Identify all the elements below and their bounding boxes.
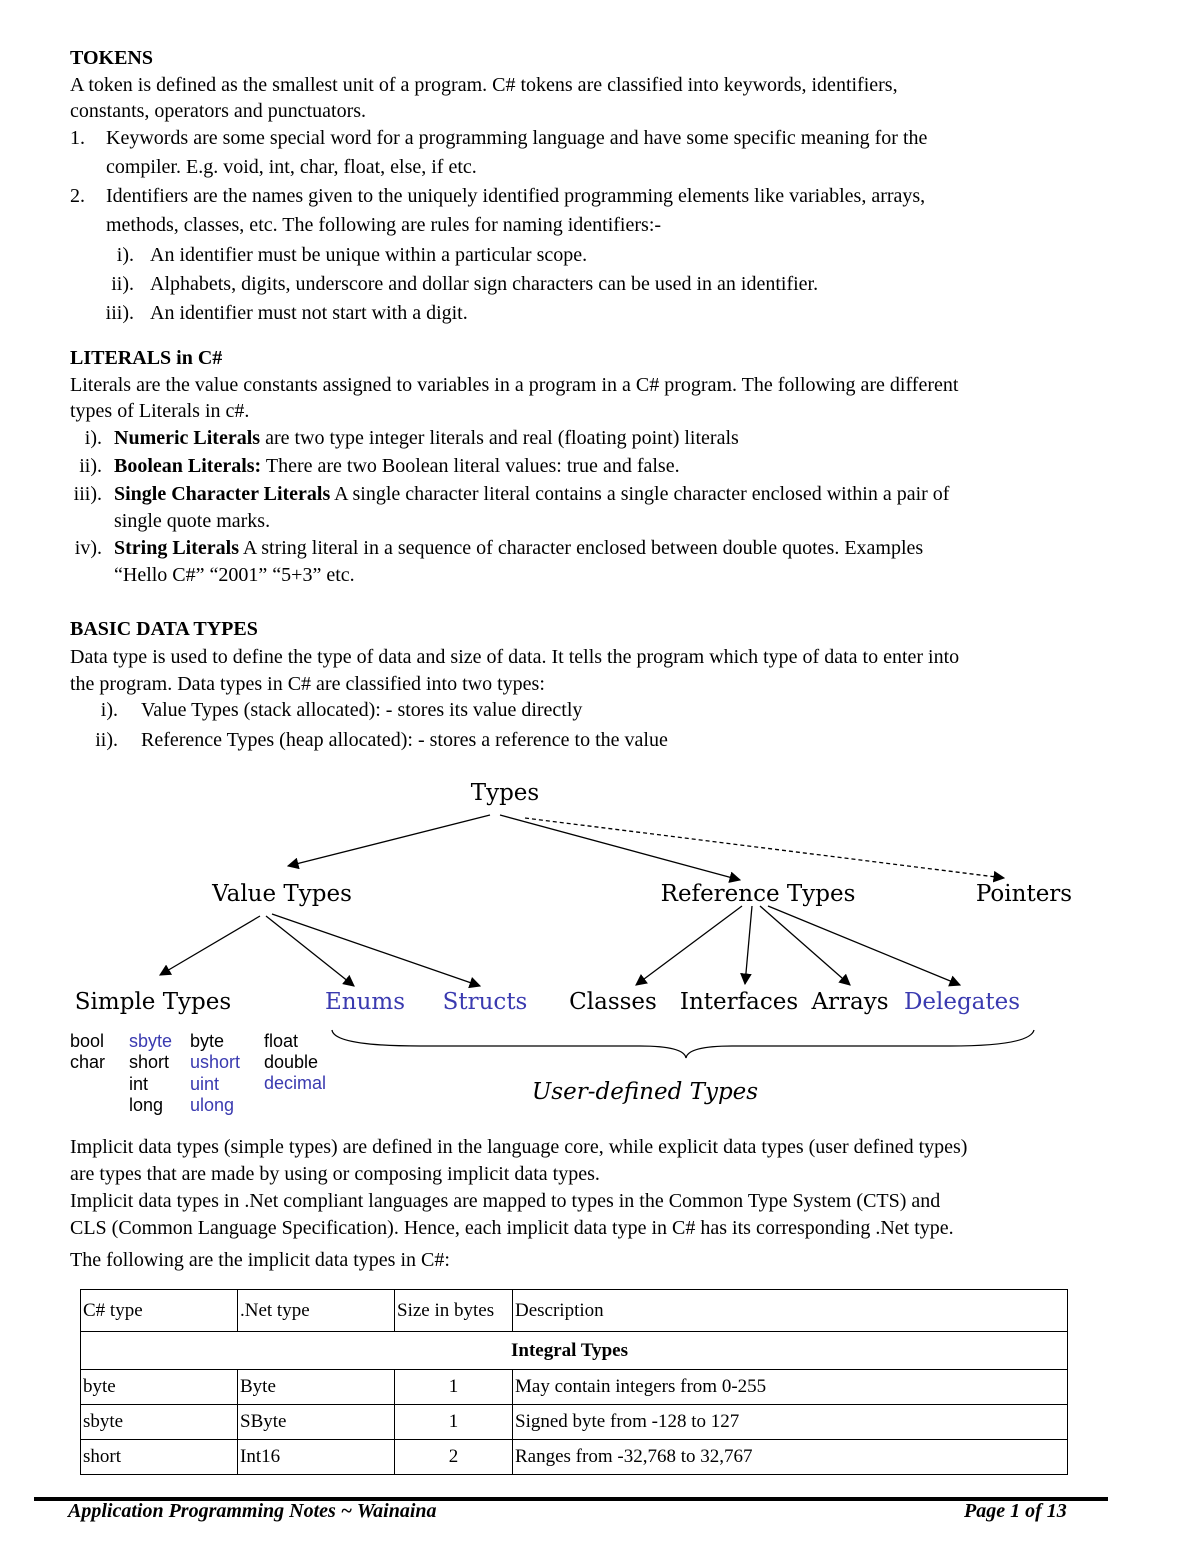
rule-text: An identifier must be unique within a particular scope.	[150, 244, 588, 266]
literal-item: Single Character Literals A single character literal contains a single character enclosed within a pair of	[114, 483, 950, 505]
type-sbyte: sbyte	[129, 1031, 173, 1051]
cell-size: 1	[395, 1405, 513, 1440]
type-double: double	[264, 1052, 319, 1072]
enums-label: Enums	[324, 989, 406, 1015]
cell-csharp-type: short	[81, 1440, 238, 1475]
datatype-number: i).	[100, 699, 118, 721]
cell-net-type: SByte	[238, 1405, 395, 1440]
datatypes-intro-line1: Data type is used to define the type of data and size of data. It tells the program which type of data to enter into	[70, 646, 960, 668]
tokens-intro-line1: A token is defined as the smallest unit of a program. C# tokens are classified into keywords, identifiers,	[70, 74, 898, 96]
diagram-arrows	[160, 815, 1034, 1058]
classes-label: Classes	[569, 989, 657, 1015]
implicit-p3: The following are the implicit data types in C#:	[70, 1249, 450, 1271]
header-cell: Description	[513, 1290, 1068, 1332]
type-ushort: ushort	[190, 1052, 241, 1072]
datatypes-intro-line2: the program. Data types in C# are classified into two types:	[70, 673, 545, 695]
structs-label: Structs	[442, 989, 528, 1015]
reference-types-label: Reference Types	[660, 881, 856, 907]
rule-number: ii).	[111, 273, 134, 295]
implicit-p2-line1: Implicit data types in .Net compliant languages are mapped to types in the Common Type System (CTS) and	[70, 1190, 941, 1212]
literal-item-continued: single quote marks.	[114, 510, 271, 532]
value-types-label: Value Types	[212, 881, 352, 907]
table-row	[81, 1370, 1068, 1405]
user-defined-types-label: User-defined Types	[531, 1079, 759, 1105]
literal-number: iv).	[74, 537, 102, 559]
literal-number: ii).	[79, 455, 102, 477]
rule-text: An identifier must not start with a digit.	[150, 302, 468, 324]
cell-description: May contain integers from 0-255	[513, 1370, 1068, 1405]
section-label: Integral Types	[81, 1332, 1068, 1370]
implicit-p1-line2: are types that are made by using or composing implicit data types.	[70, 1163, 600, 1185]
table-section-row	[81, 1332, 1068, 1370]
literals-heading: LITERALS in C#	[70, 347, 223, 369]
identifiers-line2: methods, classes, etc. The following are rules for naming identifiers:-	[106, 214, 662, 236]
cell-size: 1	[395, 1370, 513, 1405]
literal-item: String Literals A string literal in a sequence of character enclosed between double quotes. Examples	[114, 537, 924, 559]
rule-text: Alphabets, digits, underscore and dollar sign characters can be used in an identifier.	[150, 273, 819, 295]
rule-number: iii).	[105, 302, 134, 324]
type-ulong: ulong	[190, 1095, 235, 1115]
literals-intro-line1: Literals are the value constants assigned to variables in a program in a C# program. The following are different	[70, 374, 959, 396]
literal-number: iii).	[73, 483, 102, 505]
type-short: short	[129, 1052, 170, 1072]
keywords-line1: Keywords are some special word for a programming language and have some specific meaning for the	[106, 127, 928, 149]
arrays-label: Arrays	[811, 989, 889, 1015]
keywords-line2: compiler. E.g. void, int, char, float, else, if etc.	[106, 156, 477, 178]
cell-size: 2	[395, 1440, 513, 1475]
type-decimal: decimal	[264, 1073, 327, 1093]
types-label: Types	[470, 780, 540, 806]
type-float: float	[264, 1031, 299, 1051]
cell-net-type: Byte	[238, 1370, 395, 1405]
table-header-row	[81, 1290, 1068, 1332]
page-number: Page 1 of 13	[964, 1500, 1067, 1522]
datatype-number: ii).	[95, 729, 118, 751]
literal-item: Boolean Literals: There are two Boolean literal values: true and false.	[114, 455, 680, 477]
implicit-p1-line1: Implicit data types (simple types) are defined in the language core, while explicit data types (user defined types)	[70, 1136, 968, 1158]
implicit-types-table	[80, 1289, 1068, 1475]
cell-description: Ranges from -32,768 to 32,767	[513, 1440, 1068, 1475]
simple-types-list	[70, 1031, 326, 1115]
pointers-label: Pointers	[975, 881, 1073, 907]
type-long: long	[129, 1095, 164, 1115]
list-number: 1.	[70, 127, 85, 149]
datatype-item: Value Types (stack allocated): - stores its value directly	[141, 699, 583, 721]
datatype-item: Reference Types (heap allocated): - stores a reference to the value	[141, 729, 668, 751]
datatypes-heading: BASIC DATA TYPES	[70, 618, 258, 640]
type-char: char	[70, 1052, 106, 1072]
cell-description: Signed byte from -128 to 127	[513, 1405, 1068, 1440]
identifiers-line1: Identifiers are the names given to the uniquely identified programming elements like variables, arrays,	[106, 185, 926, 207]
header-cell: Size in bytes	[395, 1290, 513, 1332]
literal-number: i).	[84, 427, 102, 449]
literal-item-continued: “Hello C#” “2001” “5+3” etc.	[114, 564, 355, 586]
header-cell: C# type	[81, 1290, 238, 1332]
footer-title: Application Programming Notes ~ Wainaina	[68, 1500, 437, 1522]
implicit-p2-line2: CLS (Common Language Specification). Hence, each implicit data type in C# has its corresponding .Net type.	[70, 1217, 954, 1239]
rule-number: i).	[116, 244, 134, 266]
type-bool: bool	[70, 1031, 105, 1051]
type-uint: uint	[190, 1074, 220, 1094]
cell-net-type: Int16	[238, 1440, 395, 1475]
user-defined-brace	[332, 1030, 1034, 1058]
literals-intro-line2: types of Literals in c#.	[70, 400, 250, 422]
delegates-label: Delegates	[903, 989, 1021, 1015]
types-diagram	[0, 770, 1200, 1120]
type-int: int	[129, 1074, 149, 1094]
type-byte: byte	[190, 1031, 225, 1051]
tokens-intro-line2: constants, operators and punctuators.	[70, 100, 367, 122]
list-number: 2.	[70, 185, 85, 207]
cell-csharp-type: byte	[81, 1370, 238, 1405]
cell-csharp-type: sbyte	[81, 1405, 238, 1440]
table-row	[81, 1405, 1068, 1440]
simple-types-label: Simple Types	[74, 989, 232, 1015]
table-row	[81, 1440, 1068, 1475]
tokens-heading: TOKENS	[70, 47, 153, 69]
literal-item: Numeric Literals are two type integer literals and real (floating point) literals	[114, 427, 739, 449]
interfaces-label: Interfaces	[679, 989, 799, 1015]
header-cell: .Net type	[238, 1290, 395, 1332]
